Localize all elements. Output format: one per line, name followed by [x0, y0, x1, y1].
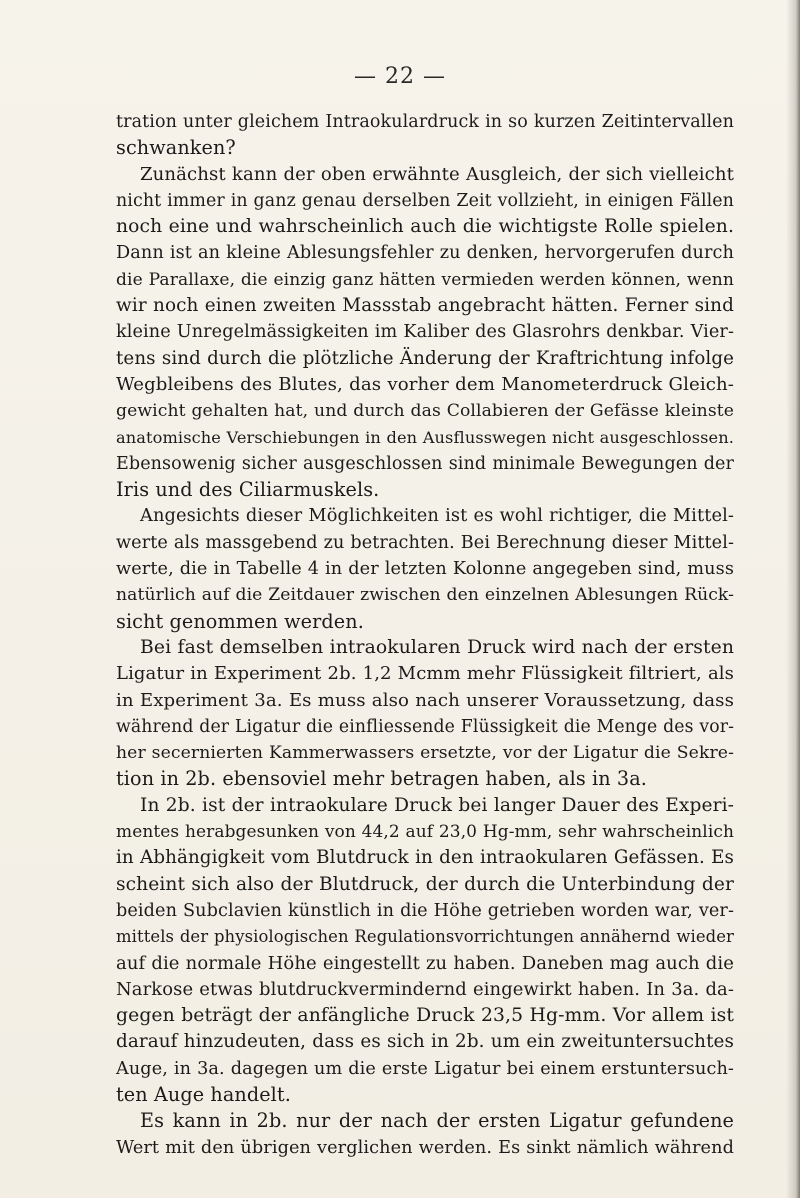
- text-line: darauf hinzudeuten, dass es sich in 2b. um ein zweituntersuchtes: [116, 1031, 734, 1053]
- text-line: gewicht gehalten hat, und durch das Collabieren der Gefässe kleinste: [116, 401, 734, 422]
- text-line: noch eine und wahrscheinlich auch die wichtigste Rolle spielen.: [116, 216, 734, 238]
- text-line: kleine Unregelmässigkeiten im Kaliber des Glasrohrs denkbar. Vier-: [116, 322, 734, 343]
- text-line: tens sind durch die plötzliche Änderung der Kraftrichtung infolge: [116, 347, 734, 369]
- text-line: während der Ligatur die einfliessende Flüssigkeit die Menge des vor-: [116, 716, 734, 737]
- text-line: anatomische Verschiebungen in den Ausflusswegen nicht ausgeschlossen.: [116, 427, 734, 447]
- text-line: mentes herabgesunken von 44,2 auf 23,0 Hg-mm, sehr wahrscheinlich: [116, 822, 734, 843]
- text-line: scheint sich also der Blutdruck, der durch die Unterbindung der: [116, 873, 734, 895]
- text-line: Narkose etwas blutdruckvermindernd eingewirkt haben. In 3a. da-: [116, 978, 734, 1000]
- text-line: Bei fast demselben intraokularen Druck wird nach der ersten: [140, 636, 734, 658]
- text-line: Ligatur in Experiment 2b. 1,2 Mcmm mehr Flüssigkeit filtriert, als: [116, 663, 734, 685]
- text-line: sicht genommen werden.: [116, 609, 364, 633]
- text-line: natürlich auf die Zeitdauer zwischen den einzelnen Ablesungen Rück-: [116, 585, 734, 606]
- text-line: tration unter gleichem Intraokulardruck in so kurzen Zeitintervallen: [116, 112, 734, 132]
- body-text: [116, 109, 734, 1161]
- text-line: her secernierten Kammerwassers ersetzte, vor der Ligatur die Sekre-: [116, 743, 734, 764]
- page-number: — 22 —: [354, 64, 446, 89]
- text-line: Dann ist an kleine Ablesungsfehler zu denken, hervorgerufen durch: [116, 243, 734, 264]
- text-line: schwanken?: [116, 136, 236, 160]
- text-line: beiden Subclavien künstlich in die Höhe getrieben worden war, ver-: [116, 900, 734, 921]
- text-line: nicht immer in ganz genau derselben Zeit vollzieht, in einigen Fällen: [116, 190, 734, 211]
- text-line: in Abhängigkeit vom Blutdruck in den intraokularen Gefässen. Es: [116, 847, 734, 869]
- text-line: gegen beträgt der anfängliche Druck 23,5 Hg-mm. Vor allem ist: [116, 1005, 734, 1027]
- text-line: Angesichts dieser Möglichkeiten ist es wohl richtiger, die Mittel-: [140, 505, 734, 527]
- text-line: ten Auge handelt.: [116, 1082, 291, 1106]
- text-line: Zunächst kann der oben erwähnte Ausgleich, der sich vielleicht: [140, 163, 734, 185]
- text-line: Wegbleibens des Blutes, das vorher dem Manometerdruck Gleich-: [116, 373, 734, 395]
- page-edge-shadow: [786, 0, 800, 1198]
- text-line: auf die normale Höhe eingestellt zu haben. Daneben mag auch die: [116, 952, 734, 974]
- text-line: die Parallaxe, die einzig ganz hätten vermieden werden können, wenn: [116, 269, 734, 290]
- text-line: Wert mit den übrigen verglichen werden. Es sinkt nämlich während: [116, 1137, 734, 1158]
- text-line: werte als massgebend zu betrachten. Bei Berechnung dieser Mittel-: [116, 532, 734, 553]
- text-line: werte, die in Tabelle 4 in der letzten Kolonne angegeben sind, muss: [116, 559, 734, 580]
- text-line: Ebensowenig sicher ausgeschlossen sind minimale Bewegungen der: [116, 453, 734, 474]
- text-line: Auge, in 3a. dagegen um die erste Ligatur bei einem erstuntersuch-: [116, 1058, 734, 1079]
- text-line: tion in 2b. ebensoviel mehr betragen haben, als in 3a.: [116, 767, 647, 791]
- text-line: Iris und des Ciliarmuskels.: [116, 478, 380, 502]
- text-line: In 2b. ist der intraokulare Druck bei langer Dauer des Experi-: [140, 794, 734, 816]
- text-line: wir noch einen zweiten Massstab angebracht hätten. Ferner sind: [116, 295, 734, 317]
- text-line: Es kann in 2b. nur der nach der ersten Ligatur gefundene: [140, 1109, 734, 1133]
- text-line: in Experiment 3a. Es muss also nach unserer Voraussetzung, dass: [116, 689, 734, 711]
- text-line: mittels der physiologischen Regulationsvorrichtungen annähernd wieder: [116, 927, 734, 947]
